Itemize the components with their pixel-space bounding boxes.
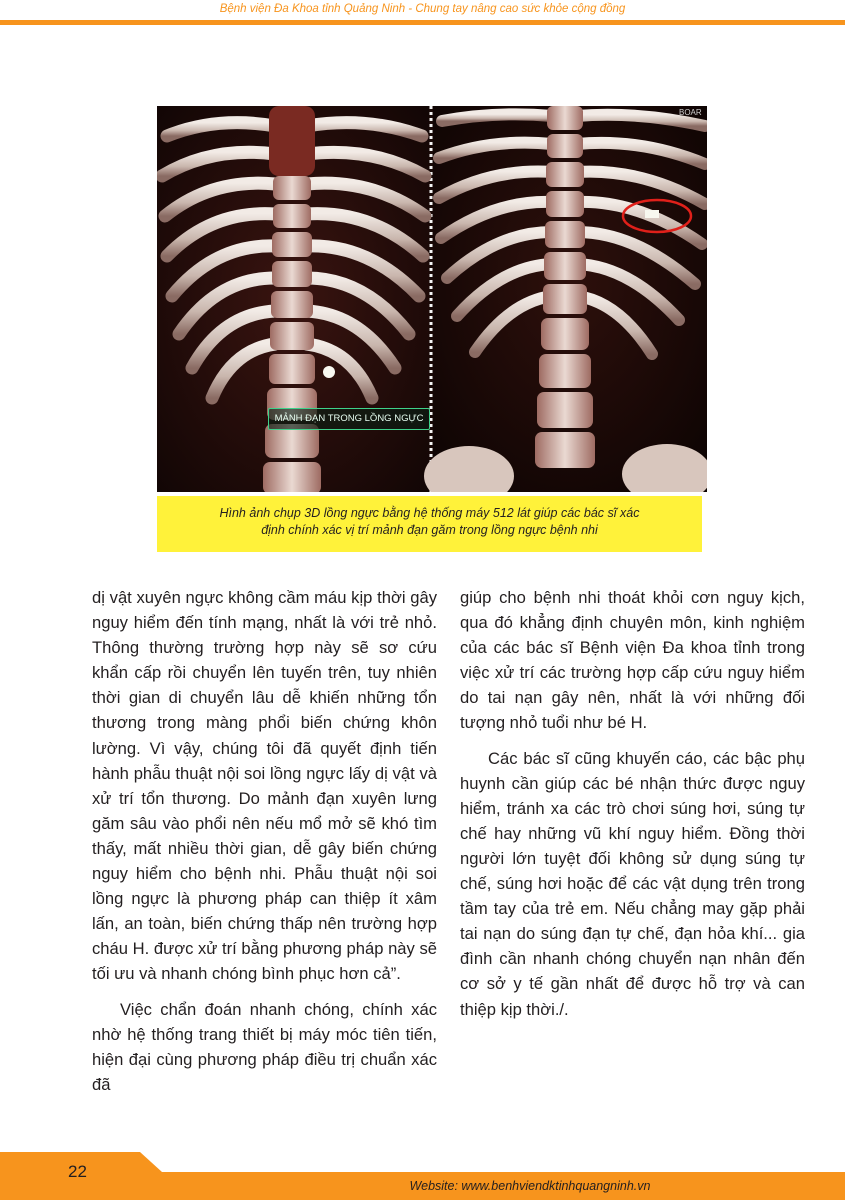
right-paragraph-1: giúp cho bệnh nhi thoát khỏi cơn nguy kịch, qua đó khẳng định chuyên môn, kinh nghiệm của các bác sĩ Bệnh viện Đa khoa tỉnh trong việc xử trí các trường hợp cấp cứu nguy hiểm do tai nạn gây nên, nhất là với những đối tượng nhỏ tuổi như bé H. [460, 588, 805, 733]
right-column [460, 585, 805, 1022]
left-spine [263, 106, 321, 492]
fragment-label: MẢNH ĐẠN TRONG LỒNG NGỰC [268, 408, 430, 430]
footer-website: Website: www.benhviendktinhquangninh.vn [409, 1179, 651, 1193]
header-tagline: Bệnh viện Đa Khoa tỉnh Quảng Ninh - Chung tay nâng cao sức khỏe cộng đồng [219, 3, 626, 15]
header-rule [0, 20, 845, 25]
page-number: 22 [68, 1162, 87, 1181]
ct-scan-figure [157, 106, 707, 492]
page-header [0, 0, 845, 26]
ct-scan-image [157, 106, 707, 492]
caption-line-2: định chính xác vị trí mảnh đạn găm trong lồng ngực bệnh nhi [261, 523, 598, 537]
scan-corner-tag: BOAR [679, 108, 702, 117]
left-column [92, 585, 437, 1097]
left-paragraph-2: Việc chẩn đoán nhanh chóng, chính xác nhờ hệ thống trang thiết bị máy móc tiên tiến, hiện đại cùng phương pháp điều trị chuẩn xác đã [92, 999, 437, 1094]
right-paragraph-2: Các bác sĩ cũng khuyến cáo, các bậc phụ huynh cần giúp các bé nhận thức được nguy hiểm, tránh xa các trò chơi súng hơi, súng tự chế hay những vũ khí nguy hiểm. Đồng thời người lớn tuyệt đối không sử dụng súng tự chế, súng hơi hoặc để các vật dụng trên trong tầm tay của trẻ em. Nếu chẳng may gặp phải tai nạn do súng đạn tự chế, đạn hỏa khí... gia đình cần nhanh chóng chuyển nạn nhân đến cơ sở y tế gần nhất để được hỗ trợ và can thiệp kịp thời./. [460, 748, 805, 1019]
left-paragraph-1: dị vật xuyên ngực không cầm máu kịp thời gây nguy hiểm đến tính mạng, nhất là với trẻ nhỏ. Thông thường trường hợp này sẽ sơ cứu khẩn cấp rồi chuyển lên tuyến trên, tuy nhiên thời gian di chuyển lâu dễ khiến những tổn thương trong màng phổi biến chứng khôn lường. Vì vậy, chúng tôi đã quyết định tiến hành phẫu thuật nội soi lồng ngực lấy dị vật và xử trí tổn thương. Do mảnh đạn xuyên lưng găm sâu vào phổi nên nếu mổ mở sẽ khó tìm thấy, mất nhiều thời gian, dễ gây biến chứng nguy hiểm cho bệnh nhi. Phẫu thuật nội soi lồng ngực là phương pháp can thiệp ít xâm lấn, an toàn, biến chứng thấp nên trường hợp cháu H. được xử trí bằng phương pháp này sẽ tối ưu và nhanh chóng bình phục hơn cả”. [92, 588, 437, 984]
figure-caption [157, 496, 702, 552]
caption-line-1: Hình ảnh chụp 3D lồng ngực bằng hệ thống máy 512 lát giúp các bác sĩ xác [219, 506, 640, 520]
